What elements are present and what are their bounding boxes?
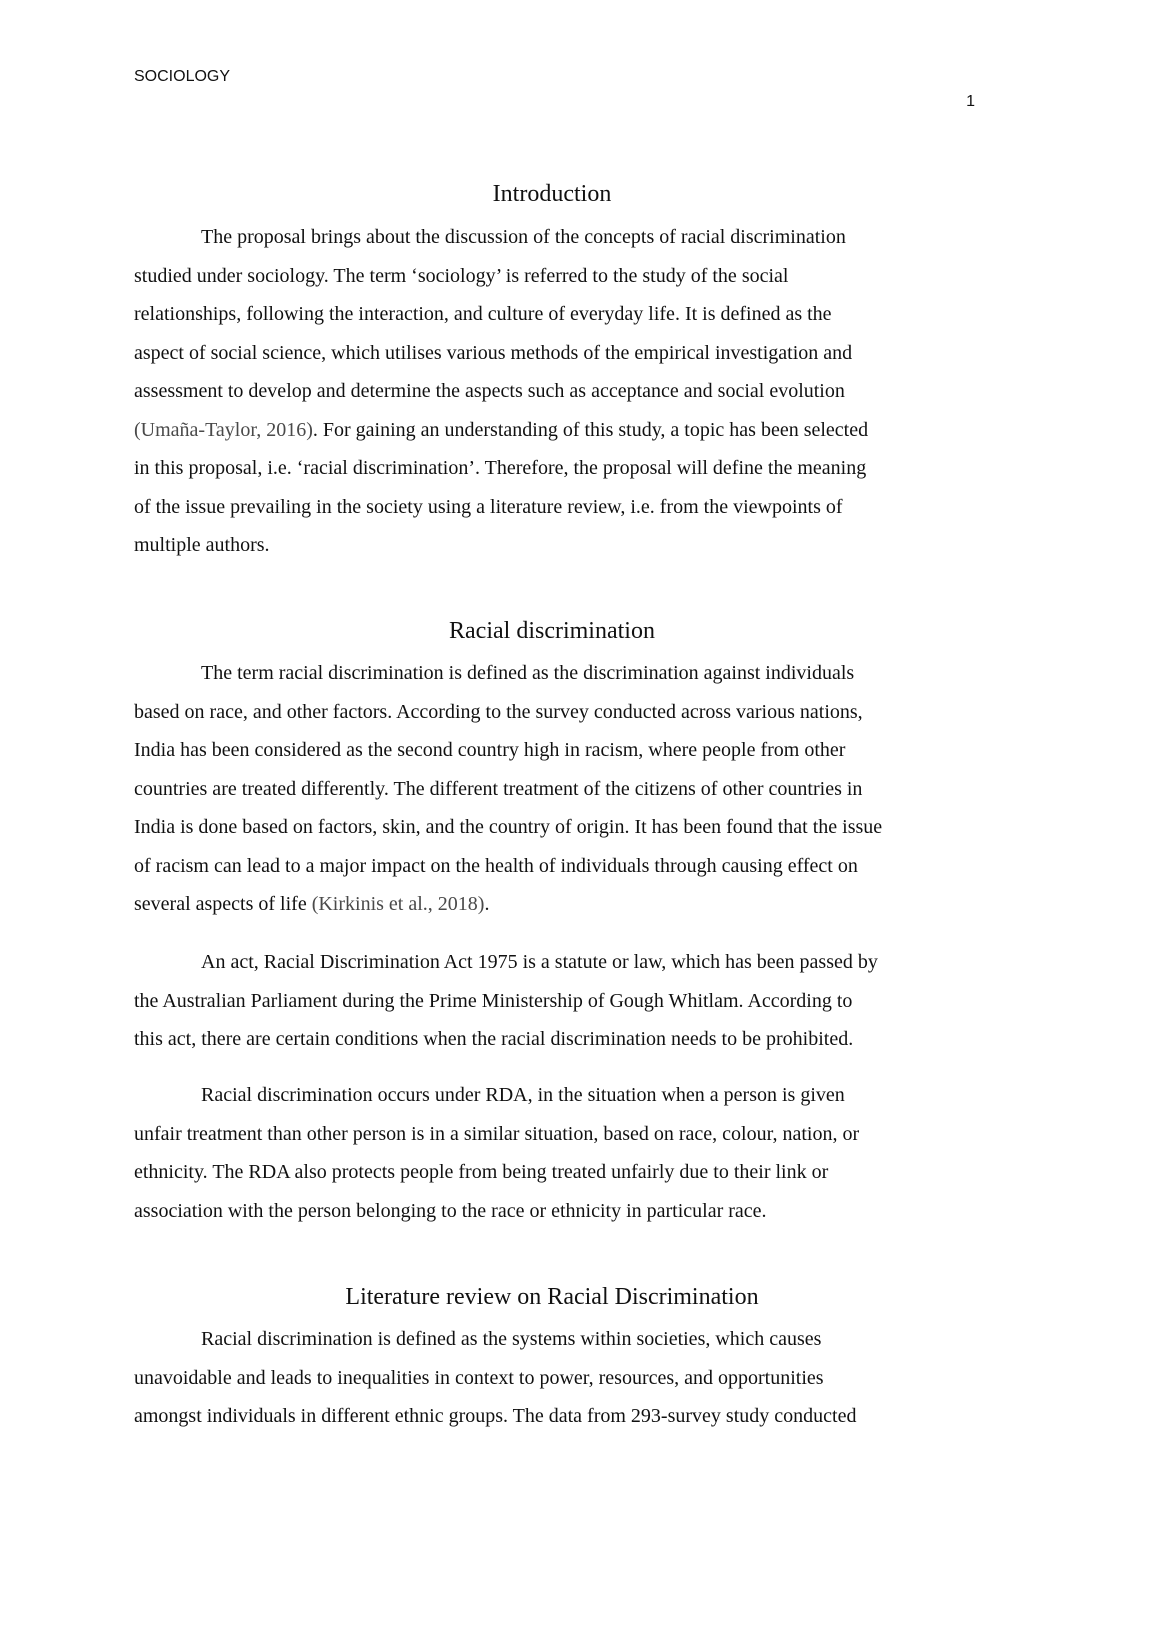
text-run: . — [484, 893, 490, 915]
text-run: India has been considered as the second country high in racism, where people from other — [134, 739, 846, 761]
citation: (Umaña-Taylor, 2016) — [134, 418, 313, 441]
text-line — [134, 411, 984, 450]
paragraph — [134, 218, 984, 565]
text-line — [134, 1397, 984, 1436]
text-run: amongst individuals in different ethnic groups. The data from 293-survey study conducted — [134, 1405, 857, 1427]
text-line — [134, 1020, 984, 1059]
text-run: Racial discrimination is defined as the systems within societies, which causes — [201, 1328, 822, 1350]
section-heading-introduction: Introduction — [492, 181, 612, 207]
text-run: of racism can lead to a major impact on the health of individuals through causing effect on — [134, 854, 858, 877]
text-run: unavoidable and leads to inequalities in context to power, resources, and opportunities — [134, 1366, 824, 1389]
text-run: The term racial discrimination is defined as the discrimination against individuals — [201, 662, 855, 684]
text-run: unfair treatment than other person is in a similar situation, based on race, colour, nation, or — [134, 1122, 860, 1145]
running-head: SOCIOLOGY — [134, 68, 231, 85]
paragraph — [134, 943, 984, 1059]
text-run: An act, Racial Discrimination Act 1975 is a statute or law, which has been passed by — [201, 951, 878, 973]
text-line — [134, 982, 984, 1021]
text-line — [134, 1320, 984, 1359]
paragraph — [134, 1320, 984, 1436]
text-run: based on race, and other factors. According to the survey conducted across various nations, — [134, 700, 863, 723]
text-line — [134, 372, 984, 411]
text-run: this act, there are certain conditions when the racial discrimination needs to be prohibited. — [134, 1028, 854, 1050]
text-line — [134, 693, 984, 732]
text-line — [134, 488, 984, 527]
text-line — [134, 1192, 984, 1231]
text-run: aspect of social science, which utilises various methods of the empirical investigation and — [134, 341, 853, 364]
section-heading-racial-discrimination: Racial discrimination — [449, 618, 655, 644]
text-line — [134, 943, 984, 982]
text-run: several aspects of life — [134, 893, 312, 915]
text-line — [134, 526, 984, 565]
text-run: assessment to develop and determine the aspects such as acceptance and social evolution — [134, 380, 845, 402]
section-heading-literature-review: Literature review on Racial Discrimination — [345, 1284, 759, 1310]
text-run: The proposal brings about the discussion of the concepts of racial discrimination — [201, 226, 846, 248]
page-number: 1 — [966, 93, 975, 110]
text-run: in this proposal, i.e. ‘racial discrimination’. Therefore, the proposal will define the meaning — [134, 457, 867, 479]
text-line — [134, 334, 984, 373]
text-line — [134, 654, 984, 693]
text-line — [134, 847, 984, 886]
text-line — [134, 449, 984, 488]
text-line — [134, 218, 984, 257]
text-run: relationships, following the interaction, and culture of everyday life. It is defined as the — [134, 303, 832, 325]
text-line — [134, 257, 984, 296]
text-line — [134, 295, 984, 334]
text-line — [134, 770, 984, 809]
text-run: India is done based on factors, skin, and the country of origin. It has been found that the issue — [134, 816, 883, 838]
text-run: the Australian Parliament during the Prime Ministership of Gough Whitlam. According to — [134, 989, 853, 1012]
citation: (Kirkinis et al., 2018) — [311, 893, 485, 915]
text-line — [134, 1076, 984, 1115]
text-line — [134, 731, 984, 770]
text-line — [134, 1115, 984, 1154]
text-line — [134, 808, 984, 847]
text-line — [134, 1359, 984, 1398]
text-line — [134, 1153, 984, 1192]
text-line — [134, 885, 984, 924]
text-run: countries are treated differently. The different treatment of the citizens of other countries in — [134, 777, 863, 800]
text-run: . For gaining an understanding of this study, a topic has been selected — [312, 418, 869, 441]
paragraph — [134, 654, 984, 924]
text-run: association with the person belonging to the race or ethnicity in particular race. — [134, 1199, 767, 1222]
text-run: ethnicity. The RDA also protects people from being treated unfairly due to their link or — [134, 1161, 829, 1183]
text-run: of the issue prevailing in the society using a literature review, i.e. from the viewpoints of — [134, 495, 843, 518]
text-run: Racial discrimination occurs under RDA, in the situation when a person is given — [201, 1084, 845, 1106]
text-run: studied under sociology. The term ‘sociology’ is referred to the study of the social — [134, 264, 789, 287]
text-run: multiple authors. — [134, 534, 270, 556]
paragraph — [134, 1076, 984, 1230]
